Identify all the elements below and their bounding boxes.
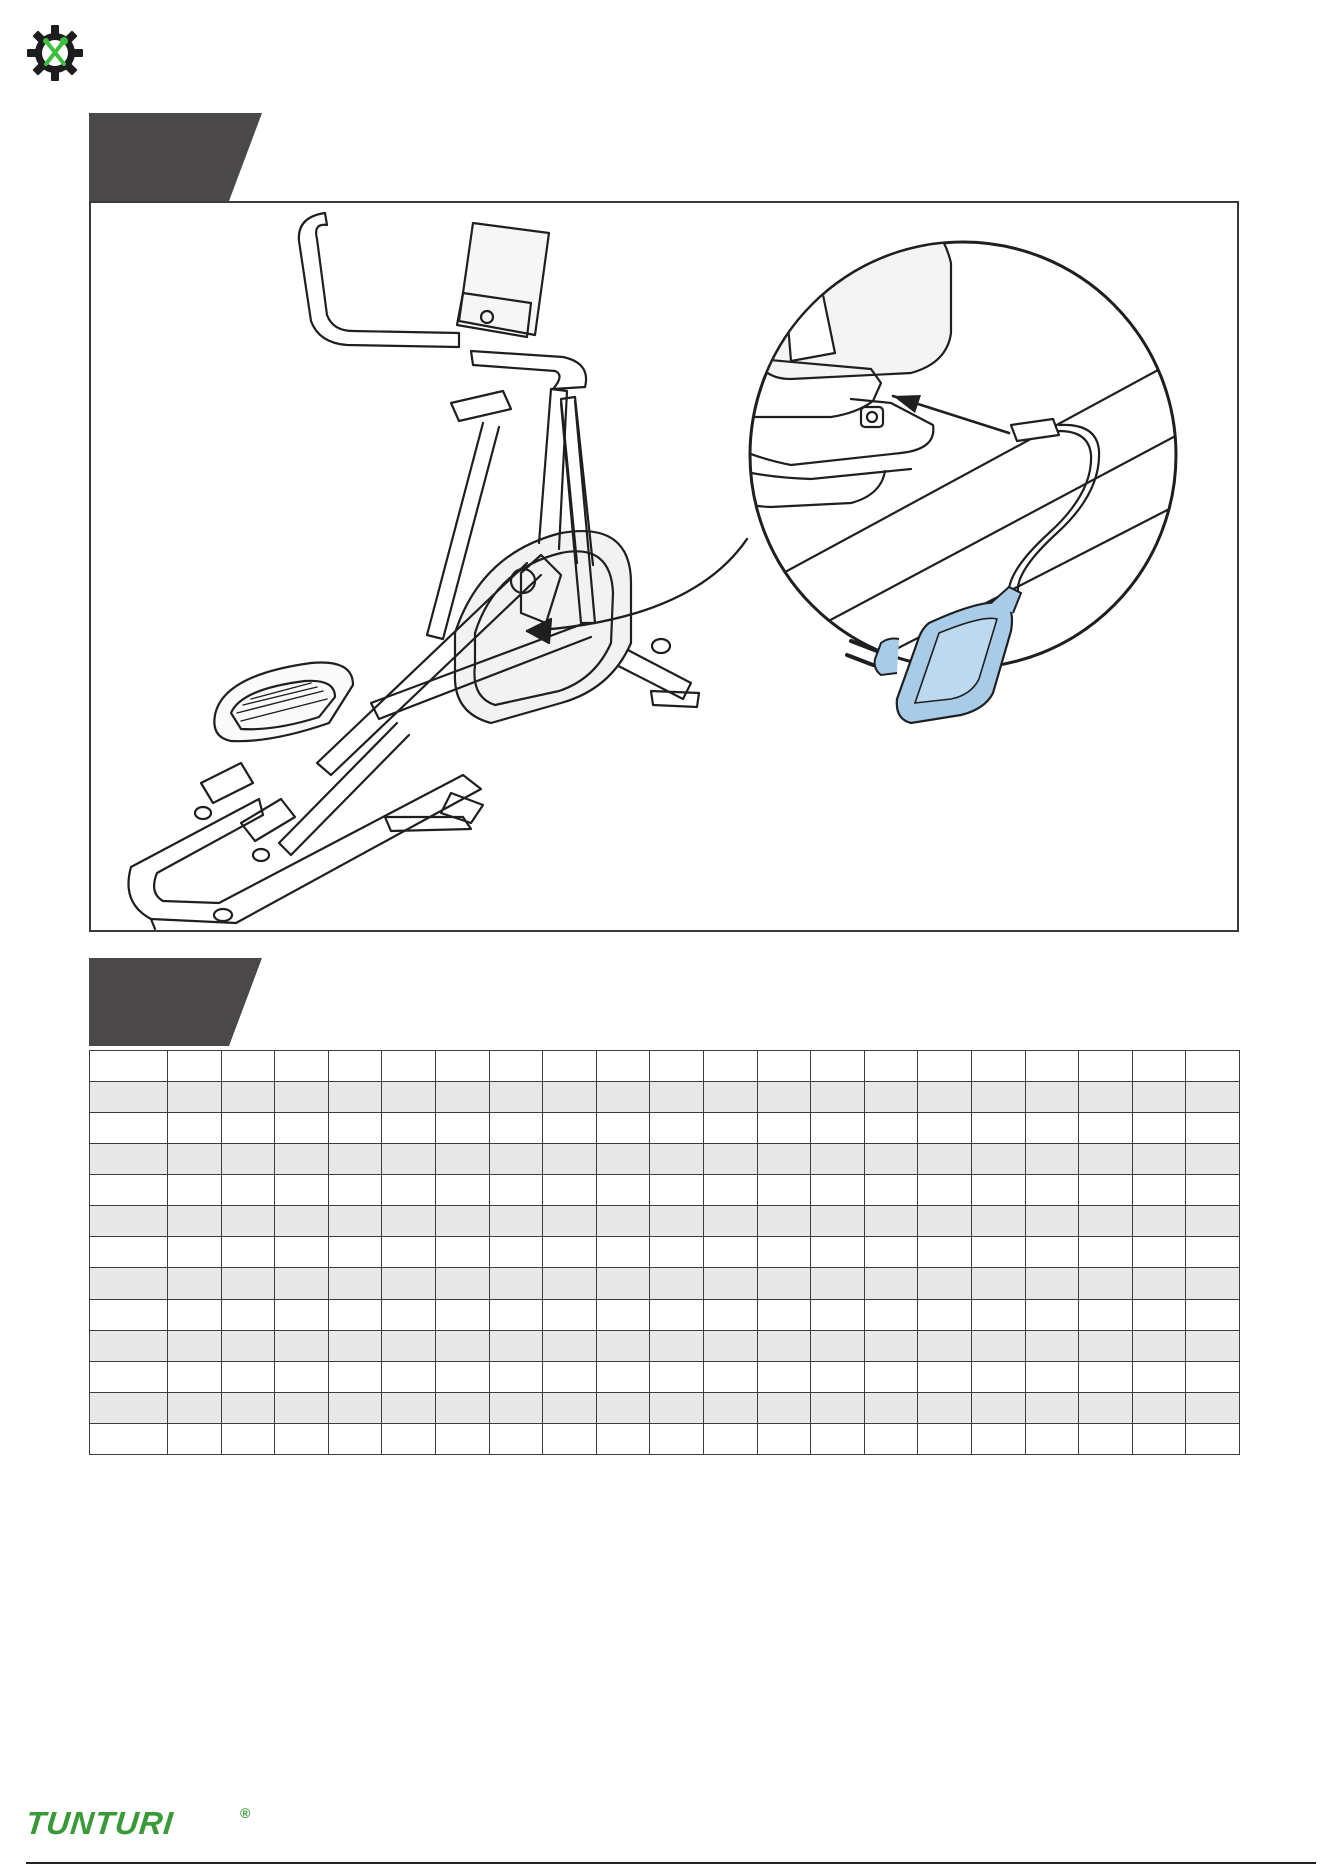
table-cell	[221, 1361, 275, 1392]
table-cell	[1132, 1113, 1186, 1144]
table-cell	[275, 1361, 329, 1392]
table-cell	[221, 1423, 275, 1454]
table-row	[90, 1392, 1240, 1423]
table-cell	[275, 1206, 329, 1237]
table-cell	[650, 1051, 704, 1082]
table-cell	[1132, 1299, 1186, 1330]
table-cell	[382, 1206, 436, 1237]
table-cell	[1132, 1392, 1186, 1423]
table-cell	[1186, 1051, 1240, 1082]
table-cell	[168, 1330, 222, 1361]
table-cell	[918, 1082, 972, 1113]
table-cell	[1079, 1206, 1133, 1237]
table-cell	[168, 1392, 222, 1423]
table-cell	[596, 1237, 650, 1268]
table-cell	[1186, 1268, 1240, 1299]
table-cell	[382, 1144, 436, 1175]
table-cell	[435, 1268, 489, 1299]
table-cell	[275, 1299, 329, 1330]
table-cell	[703, 1361, 757, 1392]
table-cell	[275, 1175, 329, 1206]
table-cell	[275, 1237, 329, 1268]
table-cell	[489, 1113, 543, 1144]
table-row	[90, 1330, 1240, 1361]
table-cell	[918, 1392, 972, 1423]
table-cell	[435, 1299, 489, 1330]
table-cell	[275, 1113, 329, 1144]
table-cell	[596, 1175, 650, 1206]
table-cell	[168, 1268, 222, 1299]
table-cell	[275, 1082, 329, 1113]
table-cell	[489, 1082, 543, 1113]
table-cell	[596, 1144, 650, 1175]
table-cell	[435, 1206, 489, 1237]
table-cell	[221, 1144, 275, 1175]
table-cell	[864, 1206, 918, 1237]
table-cell	[811, 1051, 865, 1082]
table-cell	[811, 1330, 865, 1361]
table-cell	[757, 1392, 811, 1423]
table-cell	[757, 1268, 811, 1299]
table-cell	[1079, 1237, 1133, 1268]
table-cell	[435, 1361, 489, 1392]
table-cell	[1132, 1175, 1186, 1206]
table-cell	[1186, 1144, 1240, 1175]
table-cell	[1186, 1113, 1240, 1144]
table-row	[90, 1237, 1240, 1268]
table-cell	[543, 1175, 597, 1206]
table-cell	[275, 1051, 329, 1082]
table-cell	[168, 1144, 222, 1175]
table-cell	[811, 1113, 865, 1144]
table-cell	[703, 1330, 757, 1361]
table-cell	[382, 1113, 436, 1144]
table-cell	[1079, 1144, 1133, 1175]
table-cell	[221, 1237, 275, 1268]
table-cell	[971, 1144, 1025, 1175]
table-cell	[1025, 1237, 1079, 1268]
table-cell	[221, 1268, 275, 1299]
table-cell	[864, 1051, 918, 1082]
table-cell	[543, 1237, 597, 1268]
table-cell	[328, 1330, 382, 1361]
table-cell	[328, 1051, 382, 1082]
table-cell	[703, 1175, 757, 1206]
table-cell	[1132, 1144, 1186, 1175]
table-cell	[650, 1361, 704, 1392]
table-cell	[543, 1423, 597, 1454]
brand-name: TUNTURI	[24, 1805, 176, 1841]
table-cell	[90, 1051, 168, 1082]
table-cell	[328, 1423, 382, 1454]
table-cell	[757, 1144, 811, 1175]
table-cell	[489, 1299, 543, 1330]
table-cell	[489, 1206, 543, 1237]
table-cell	[382, 1392, 436, 1423]
table-cell	[1186, 1082, 1240, 1113]
table-cell	[382, 1423, 436, 1454]
table-cell	[971, 1051, 1025, 1082]
table-cell	[1079, 1392, 1133, 1423]
table-cell	[918, 1330, 972, 1361]
elliptical-cross-trainer-drawing	[91, 203, 1237, 930]
table-cell	[811, 1299, 865, 1330]
table-row	[90, 1268, 1240, 1299]
table-cell	[1079, 1082, 1133, 1113]
table-cell	[703, 1051, 757, 1082]
table-cell	[703, 1423, 757, 1454]
table-cell	[811, 1268, 865, 1299]
table-cell	[1186, 1392, 1240, 1423]
table-cell	[918, 1144, 972, 1175]
table-cell	[328, 1268, 382, 1299]
table-cell	[971, 1082, 1025, 1113]
table-cell	[489, 1051, 543, 1082]
table-cell	[275, 1144, 329, 1175]
table-cell	[90, 1237, 168, 1268]
table-cell	[1186, 1237, 1240, 1268]
table-cell	[90, 1268, 168, 1299]
table-cell	[543, 1082, 597, 1113]
table-cell	[650, 1082, 704, 1113]
table-cell	[703, 1113, 757, 1144]
step-tab-2	[89, 958, 262, 1046]
table-cell	[596, 1392, 650, 1423]
table-cell	[328, 1082, 382, 1113]
table-cell	[543, 1330, 597, 1361]
table-cell	[1025, 1299, 1079, 1330]
table-cell	[1079, 1361, 1133, 1392]
table-row	[90, 1361, 1240, 1392]
table-cell	[864, 1423, 918, 1454]
table-cell	[757, 1206, 811, 1237]
table-cell	[221, 1299, 275, 1330]
table-cell	[90, 1206, 168, 1237]
table-cell	[918, 1206, 972, 1237]
table-cell	[703, 1268, 757, 1299]
table-cell	[703, 1392, 757, 1423]
table-cell	[650, 1237, 704, 1268]
table-cell	[1132, 1082, 1186, 1113]
table-cell	[1079, 1051, 1133, 1082]
table-cell	[328, 1175, 382, 1206]
table-cell	[596, 1330, 650, 1361]
table-cell	[864, 1330, 918, 1361]
table-row	[90, 1144, 1240, 1175]
table-cell	[703, 1082, 757, 1113]
table-cell	[757, 1330, 811, 1361]
table-cell	[703, 1237, 757, 1268]
table-cell	[90, 1423, 168, 1454]
table-cell	[811, 1423, 865, 1454]
table-cell	[543, 1392, 597, 1423]
table-cell	[275, 1268, 329, 1299]
table-cell	[596, 1113, 650, 1144]
table-cell	[1186, 1330, 1240, 1361]
table-cell	[1079, 1268, 1133, 1299]
table-cell	[489, 1268, 543, 1299]
table-cell	[1025, 1392, 1079, 1423]
table-cell	[918, 1051, 972, 1082]
table-cell	[596, 1423, 650, 1454]
table-cell	[757, 1175, 811, 1206]
table-cell	[650, 1175, 704, 1206]
table-cell	[1132, 1361, 1186, 1392]
table-cell	[918, 1113, 972, 1144]
table-cell	[489, 1361, 543, 1392]
table-cell	[811, 1361, 865, 1392]
table-cell	[221, 1082, 275, 1113]
table-cell	[168, 1299, 222, 1330]
table-cell	[328, 1113, 382, 1144]
table-cell	[275, 1330, 329, 1361]
table-cell	[1132, 1051, 1186, 1082]
table-cell	[435, 1330, 489, 1361]
table-cell	[971, 1175, 1025, 1206]
table-cell	[596, 1051, 650, 1082]
table-cell	[90, 1299, 168, 1330]
table-cell	[328, 1361, 382, 1392]
table-cell	[489, 1144, 543, 1175]
table-cell	[382, 1051, 436, 1082]
table-cell	[971, 1237, 1025, 1268]
table-cell	[811, 1206, 865, 1237]
maintenance-grid-table	[89, 1050, 1240, 1455]
table-cell	[596, 1082, 650, 1113]
table-cell	[90, 1113, 168, 1144]
table-cell	[435, 1082, 489, 1113]
table-cell	[275, 1392, 329, 1423]
table-cell	[703, 1206, 757, 1237]
table-cell	[543, 1206, 597, 1237]
table-cell	[1025, 1330, 1079, 1361]
table-cell	[543, 1268, 597, 1299]
table-row	[90, 1175, 1240, 1206]
table-cell	[757, 1237, 811, 1268]
table-cell	[382, 1175, 436, 1206]
table-cell	[221, 1330, 275, 1361]
table-cell	[489, 1175, 543, 1206]
table-cell	[382, 1082, 436, 1113]
table-cell	[703, 1144, 757, 1175]
table-cell	[328, 1392, 382, 1423]
table-row	[90, 1113, 1240, 1144]
table-cell	[435, 1237, 489, 1268]
table-cell	[543, 1113, 597, 1144]
table-cell	[489, 1392, 543, 1423]
table-cell	[811, 1082, 865, 1113]
table-cell	[543, 1144, 597, 1175]
step-tab-1	[89, 113, 262, 201]
registered-mark: ®	[240, 1805, 251, 1821]
table-cell	[1079, 1113, 1133, 1144]
table-cell	[757, 1082, 811, 1113]
footer-rule	[26, 1862, 1316, 1864]
table-cell	[1186, 1206, 1240, 1237]
table-cell	[650, 1268, 704, 1299]
table-cell	[971, 1361, 1025, 1392]
table-cell	[650, 1423, 704, 1454]
table-cell	[864, 1299, 918, 1330]
table-cell	[864, 1237, 918, 1268]
table-cell	[1079, 1175, 1133, 1206]
table-cell	[435, 1051, 489, 1082]
table-cell	[757, 1423, 811, 1454]
table-cell	[221, 1206, 275, 1237]
table-cell	[757, 1113, 811, 1144]
table-cell	[1025, 1423, 1079, 1454]
table-cell	[864, 1361, 918, 1392]
table-cell	[811, 1392, 865, 1423]
table-cell	[90, 1361, 168, 1392]
table-cell	[221, 1051, 275, 1082]
table-cell	[382, 1268, 436, 1299]
table-cell	[971, 1423, 1025, 1454]
table-cell	[435, 1423, 489, 1454]
table-cell	[1079, 1299, 1133, 1330]
table-cell	[1025, 1175, 1079, 1206]
table-cell	[811, 1175, 865, 1206]
table-row	[90, 1051, 1240, 1082]
table-cell	[90, 1144, 168, 1175]
gear-tools-icon	[26, 24, 84, 82]
table-cell	[90, 1392, 168, 1423]
table-cell	[328, 1299, 382, 1330]
table-cell	[543, 1299, 597, 1330]
table-cell	[489, 1423, 543, 1454]
table-cell	[168, 1237, 222, 1268]
table-cell	[971, 1113, 1025, 1144]
table-cell	[864, 1175, 918, 1206]
table-cell	[811, 1237, 865, 1268]
table-cell	[168, 1361, 222, 1392]
table-cell	[918, 1237, 972, 1268]
table-cell	[382, 1237, 436, 1268]
table-cell	[221, 1392, 275, 1423]
table-cell	[971, 1299, 1025, 1330]
table-cell	[382, 1361, 436, 1392]
table-cell	[650, 1144, 704, 1175]
table-cell	[1186, 1423, 1240, 1454]
table-cell	[1025, 1268, 1079, 1299]
table-cell	[757, 1051, 811, 1082]
table-cell	[1025, 1361, 1079, 1392]
table-cell	[435, 1113, 489, 1144]
table-cell	[757, 1361, 811, 1392]
table-cell	[328, 1144, 382, 1175]
table-cell	[971, 1330, 1025, 1361]
table-cell	[864, 1144, 918, 1175]
table-cell	[596, 1268, 650, 1299]
table-cell	[650, 1113, 704, 1144]
table-cell	[328, 1206, 382, 1237]
table-cell	[328, 1237, 382, 1268]
table-cell	[1186, 1361, 1240, 1392]
table-cell	[1079, 1330, 1133, 1361]
table-cell	[1132, 1330, 1186, 1361]
table-cell	[1079, 1423, 1133, 1454]
table-cell	[703, 1299, 757, 1330]
table-cell	[543, 1051, 597, 1082]
table-cell	[1132, 1206, 1186, 1237]
table-cell	[1132, 1423, 1186, 1454]
table-cell	[1025, 1206, 1079, 1237]
table-cell	[1186, 1299, 1240, 1330]
table-cell	[1025, 1082, 1079, 1113]
table-cell	[90, 1330, 168, 1361]
table-cell	[543, 1361, 597, 1392]
table-cell	[1025, 1113, 1079, 1144]
brand-logo	[26, 1803, 258, 1843]
table-cell	[811, 1144, 865, 1175]
table-cell	[168, 1206, 222, 1237]
table-cell	[650, 1299, 704, 1330]
table-cell	[168, 1051, 222, 1082]
table-row	[90, 1082, 1240, 1113]
table-cell	[275, 1423, 329, 1454]
table-cell	[1025, 1144, 1079, 1175]
table-cell	[864, 1082, 918, 1113]
table-cell	[489, 1237, 543, 1268]
table-cell	[90, 1082, 168, 1113]
table-cell	[1025, 1051, 1079, 1082]
table-cell	[1132, 1268, 1186, 1299]
table-cell	[489, 1330, 543, 1361]
table-cell	[650, 1330, 704, 1361]
table-cell	[1132, 1237, 1186, 1268]
table-cell	[864, 1268, 918, 1299]
table-cell	[435, 1392, 489, 1423]
figure-panel	[89, 201, 1239, 932]
table-cell	[435, 1144, 489, 1175]
table-cell	[650, 1206, 704, 1237]
table-cell	[650, 1392, 704, 1423]
table-cell	[435, 1175, 489, 1206]
table-row	[90, 1423, 1240, 1454]
table-cell	[918, 1268, 972, 1299]
table-cell	[221, 1113, 275, 1144]
table-cell	[971, 1268, 1025, 1299]
table-cell	[168, 1113, 222, 1144]
table-row	[90, 1206, 1240, 1237]
table-cell	[864, 1113, 918, 1144]
table-cell	[971, 1392, 1025, 1423]
table-cell	[382, 1299, 436, 1330]
table-cell	[1186, 1175, 1240, 1206]
table-cell	[918, 1299, 972, 1330]
table-row	[90, 1299, 1240, 1330]
table-cell	[596, 1361, 650, 1392]
table-cell	[221, 1175, 275, 1206]
table-cell	[168, 1082, 222, 1113]
table-cell	[918, 1175, 972, 1206]
table-cell	[90, 1175, 168, 1206]
table-cell	[596, 1206, 650, 1237]
table-cell	[971, 1206, 1025, 1237]
table-cell	[864, 1392, 918, 1423]
table-cell	[757, 1299, 811, 1330]
table-cell	[168, 1423, 222, 1454]
table-cell	[168, 1175, 222, 1206]
table-cell	[918, 1423, 972, 1454]
table-cell	[382, 1330, 436, 1361]
table-cell	[918, 1361, 972, 1392]
table-cell	[596, 1299, 650, 1330]
